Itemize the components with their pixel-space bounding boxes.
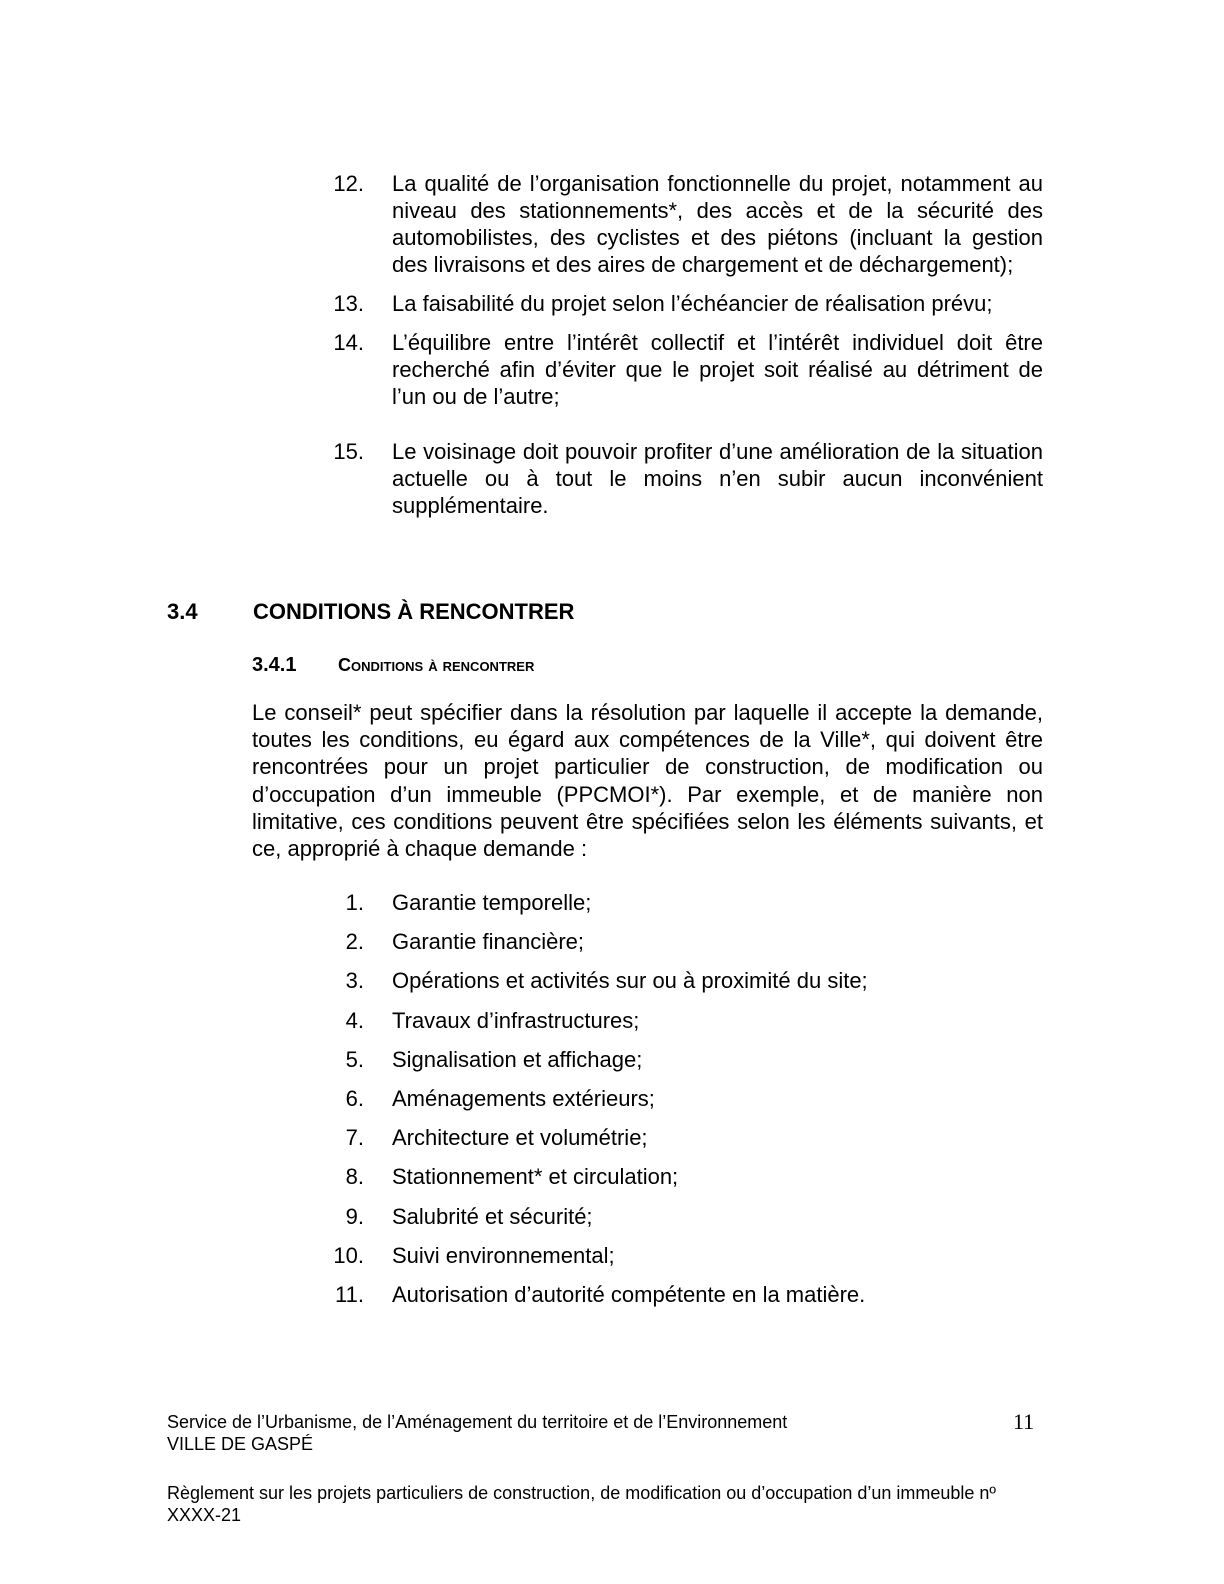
list-item: [252, 1124, 1043, 1151]
list-item-number: 14.: [333, 330, 364, 355]
conditions-list: [252, 889, 1043, 1320]
list-item-text: Opérations et activités sur ou à proximité du site;: [392, 968, 868, 994]
list-item: [252, 1281, 1043, 1308]
list-item-number: 15.: [333, 439, 364, 464]
list-item-number: 6.: [345, 1085, 364, 1111]
list-item-number: 5.: [345, 1046, 364, 1072]
list-item: [252, 1007, 1043, 1034]
list-item-number: 13.: [333, 291, 364, 316]
subsection-heading: [252, 652, 534, 679]
list-item-number: 8.: [345, 1164, 364, 1190]
page-number: 11: [1013, 1409, 1035, 1434]
footer-city: VILLE DE GASPÉ: [167, 1434, 314, 1454]
list-item-text: L’équilibre entre l’intérêt collectif et l’intérêt individuel doit être recherché afin d’éviter que le projet soit réalisé au détriment de l’un ou de l’autre;: [392, 330, 1043, 409]
list-item-number: 12.: [333, 171, 364, 196]
list-item-text: Garantie financière;: [392, 929, 584, 955]
list-item-text: Salubrité et sécurité;: [392, 1203, 593, 1229]
list-item-text: Le voisinage doit pouvoir profiter d’une amélioration de la situation actuelle ou à tout le moins n’en subir aucun inconvénient supplémentaire.: [392, 439, 1043, 518]
list-item: [252, 1242, 1043, 1269]
list-item-number: 11.: [335, 1281, 364, 1307]
list-item: [252, 1163, 1043, 1190]
section-heading: [167, 598, 574, 625]
section-title: CONDITIONS À RENCONTRER: [253, 599, 575, 624]
list-item: [252, 329, 1043, 410]
footer-department-block: [167, 1411, 787, 1455]
list-item-number: 4.: [345, 1007, 364, 1033]
list-item: [252, 1046, 1043, 1073]
list-item-number: 7.: [345, 1125, 364, 1151]
criteria-list: [252, 170, 1043, 531]
list-item: [252, 967, 1043, 994]
list-item-number: 2.: [345, 929, 364, 955]
list-item-text: Stationnement* et circulation;: [392, 1164, 679, 1190]
list-item-text: Travaux d’infrastructures;: [392, 1007, 640, 1033]
list-item-text: Aménagements extérieurs;: [392, 1085, 655, 1111]
list-item-text: Garantie temporelle;: [392, 890, 592, 915]
body-paragraph: Le conseil* peut spécifier dans la résolution par laquelle il accepte la demande, toutes les conditions, eu égard aux compétences de la Ville*, qui doivent être rencontrées pour un projet particulier de construction, de modification ou d’occupation d’un immeuble (PPCMOI*). Par exemple, et de manière non limitative, ces conditions peuvent être spécifiées selon les éléments suivants, et ce, approprié à chaque demande :: [252, 700, 1043, 862]
list-item-number: 1.: [345, 890, 364, 915]
list-item: [252, 1203, 1043, 1230]
footer-department: Service de l’Urbanisme, de l’Aménagement du territoire et de l’Environnement: [167, 1412, 788, 1432]
list-item-text: La faisabilité du projet selon l’échéancier de réalisation prévu;: [392, 291, 993, 316]
list-item-number: 3.: [345, 968, 364, 994]
list-item: [252, 1085, 1043, 1112]
list-item-number: 10.: [333, 1242, 364, 1268]
subsection-title: Conditions à rencontrer: [338, 655, 535, 675]
list-item-text: Signalisation et affichage;: [392, 1046, 643, 1072]
list-item: [252, 928, 1043, 955]
list-item-text: Autorisation d’autorité compétente en la matière.: [392, 1281, 866, 1307]
subsection-number: 3.4.1: [252, 654, 297, 676]
footer-regulation: Règlement sur les projets particuliers de construction, de modification ou d’occupation d’un immeuble nº XXXX-21: [167, 1483, 997, 1525]
list-item-text: Suivi environnemental;: [392, 1242, 615, 1268]
list-item-text: La qualité de l’organisation fonctionnelle du projet, notamment au niveau des stationnements*, des accès et de la sécurité des automobilistes, des cyclistes et des piétons (incluant la gestion des livraisons et des aires de chargement et de déchargement);: [392, 171, 1043, 277]
list-item: [252, 170, 1043, 278]
list-item-number: 9.: [345, 1203, 364, 1229]
list-item: [252, 290, 1043, 317]
list-item-text: Architecture et volumétrie;: [392, 1125, 648, 1151]
list-item: [252, 889, 1043, 916]
section-number: 3.4: [167, 599, 198, 624]
list-item: [252, 438, 1043, 519]
